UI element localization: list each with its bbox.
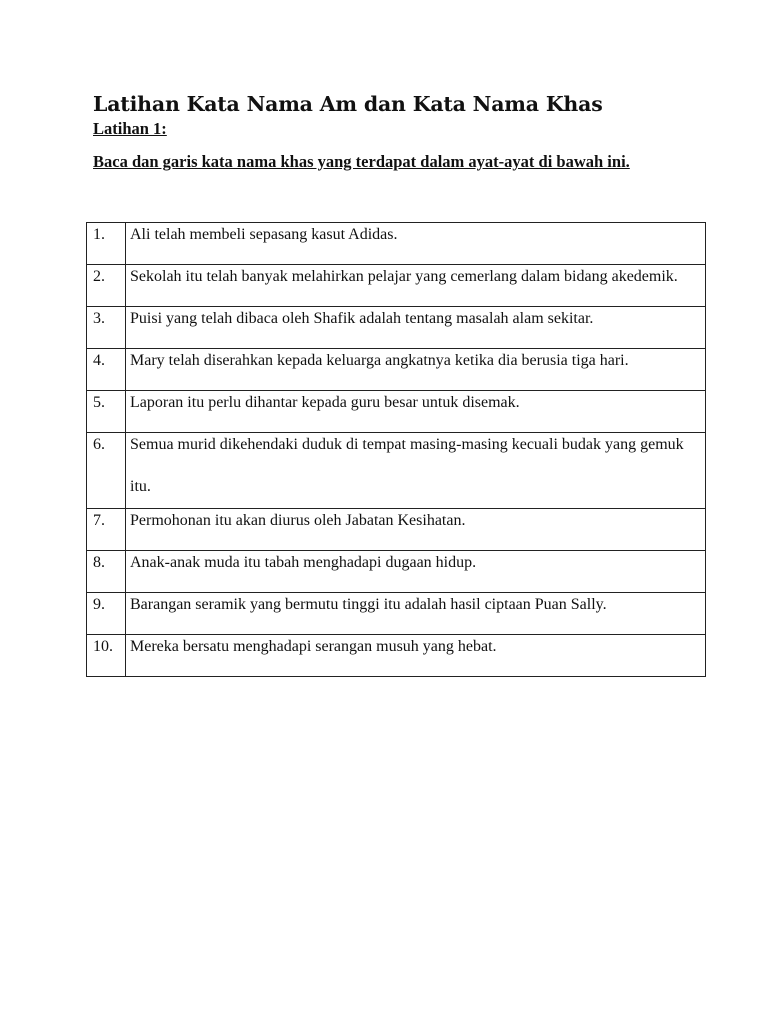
table-row	[87, 635, 706, 677]
row-sentence: Sekolah itu telah banyak melahirkan pelajar yang cemerlang dalam bidang akedemik.	[126, 265, 706, 307]
row-sentence: Anak-anak muda itu tabah menghadapi dugaan hidup.	[126, 551, 706, 593]
row-number: 2.	[87, 265, 126, 307]
row-sentence: Laporan itu perlu dihantar kepada guru besar untuk disemak.	[126, 391, 706, 433]
row-number: 4.	[87, 349, 126, 391]
row-sentence: Puisi yang telah dibaca oleh Shafik adalah tentang masalah alam sekitar.	[126, 307, 706, 349]
table-row	[87, 433, 706, 509]
row-sentence: Permohonan itu akan diurus oleh Jabatan Kesihatan.	[126, 509, 706, 551]
exercise-heading: Latihan 1:	[93, 119, 167, 138]
row-number: 3.	[87, 307, 126, 349]
row-number: 6.	[87, 433, 126, 509]
row-sentence: Barangan seramik yang bermutu tinggi itu adalah hasil ciptaan Puan Sally.	[126, 593, 706, 635]
row-number: 8.	[87, 551, 126, 593]
exercise-table-body	[87, 223, 706, 677]
row-sentence: Mereka bersatu menghadapi serangan musuh yang hebat.	[126, 635, 706, 677]
row-number: 1.	[87, 223, 126, 265]
row-number: 7.	[87, 509, 126, 551]
row-sentence: Ali telah membeli sepasang kasut Adidas.	[126, 223, 706, 265]
row-number: 10.	[87, 635, 126, 677]
row-sentence: Mary telah diserahkan kepada keluarga angkatnya ketika dia berusia tiga hari.	[126, 349, 706, 391]
exercise-instruction: Baca dan garis kata nama khas yang terdapat dalam ayat-ayat di bawah ini.	[93, 152, 630, 171]
row-sentence: Semua murid dikehendaki duduk di tempat masing-masing kecuali budak yang gemuk itu.	[126, 433, 706, 509]
row-number: 9.	[87, 593, 126, 635]
page-title: Latihan Kata Nama Am dan Kata Nama Khas	[93, 92, 603, 116]
exercise-table	[86, 222, 706, 677]
row-number: 5.	[87, 391, 126, 433]
